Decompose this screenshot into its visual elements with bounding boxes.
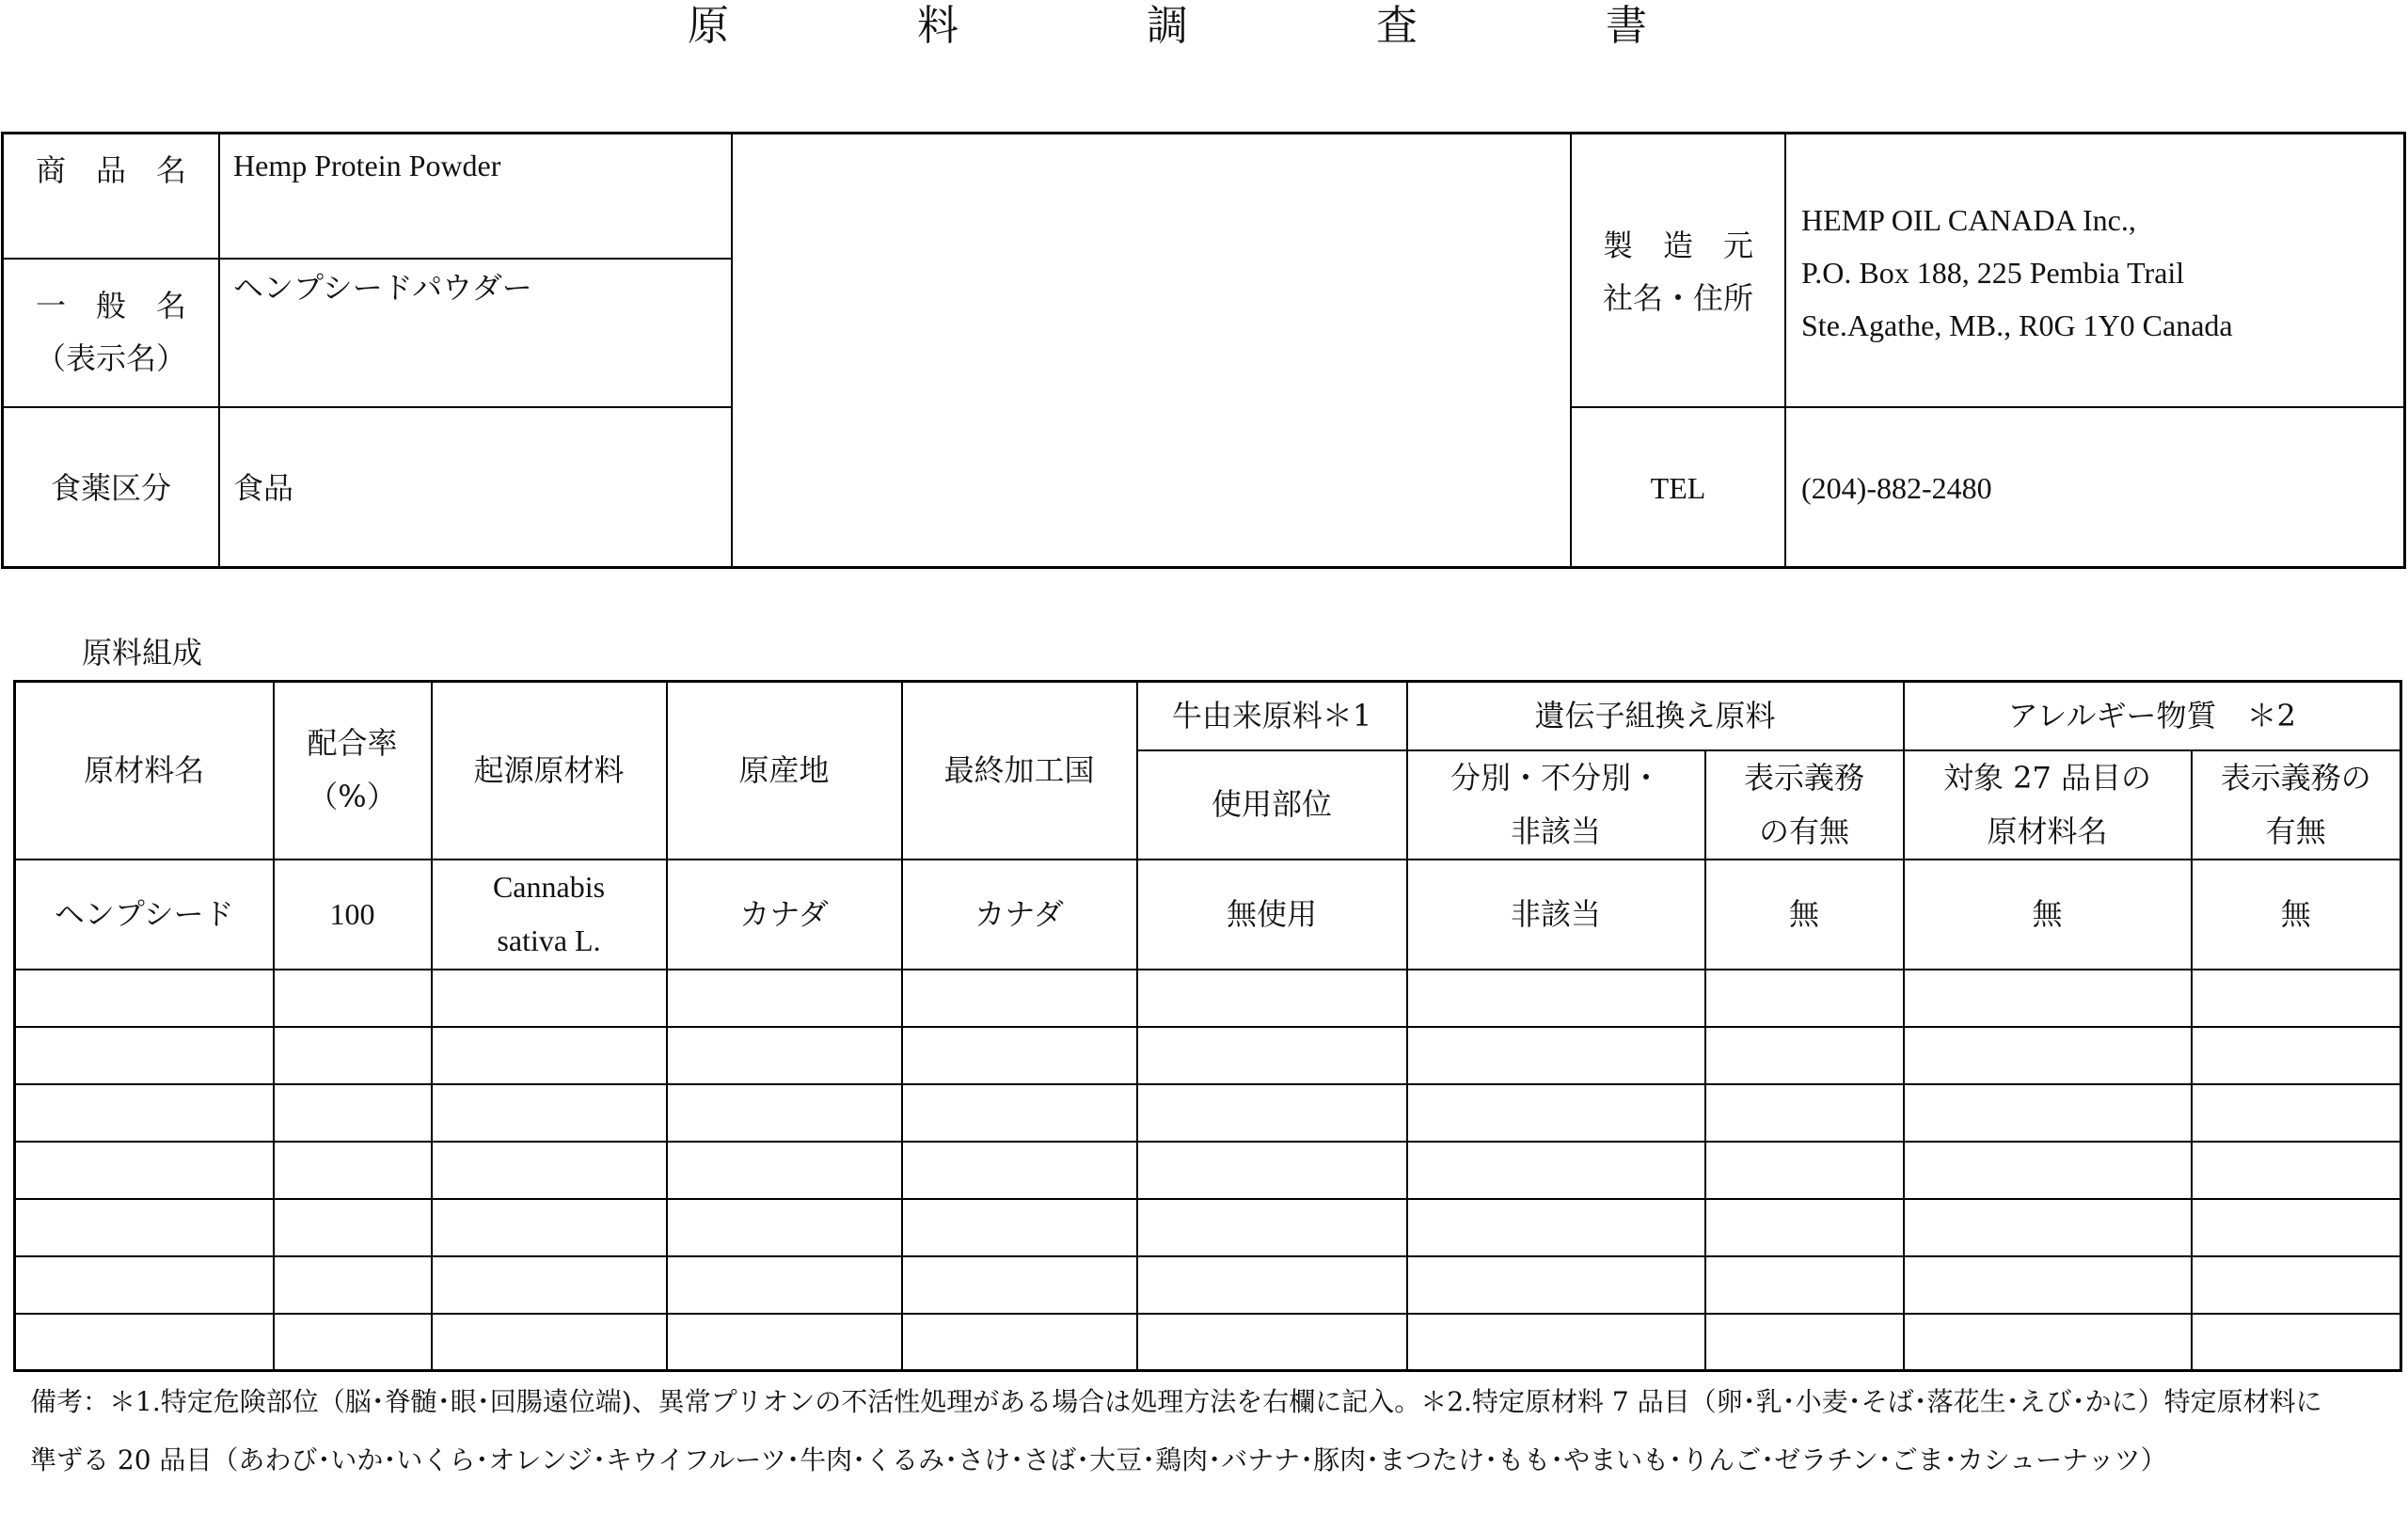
remarks-line-2: 準ずる 20 品目（あわび･いか･いくら･オレンジ･キウイフルーツ･牛肉･くるみ･さけ･さば･大豆･鶏肉･バナナ･豚肉･まつたけ･もも･やまいも･りんご･ゼラチン･ごま･カシューナッツ）	[30, 1444, 2167, 1475]
company-address-label: 社名・住所	[1602, 280, 1753, 316]
tel-value: (204)-882-2480	[1801, 471, 1992, 505]
general-name-label: 一 般 名	[35, 288, 186, 323]
header-gmo-class	[1407, 750, 1705, 860]
header-bovine-group: 牛由来原料＊1	[1137, 682, 1407, 750]
row-origin-material	[432, 860, 667, 970]
tel-label: TEL	[1650, 471, 1706, 505]
remarks-line-1: 備考：＊1.特定危険部位（脳･脊髄･眼･回腸遠位端)、異常プリオンの不活性処理がある場合は処理方法を右欄に記入。＊2.特定原材料 7 品目（卵･乳･小麦･そば･落花生･えび･かに）特定原材料に	[30, 1386, 2322, 1417]
row-origin-material-line-1: Cannabis	[492, 870, 606, 904]
divider	[731, 134, 733, 566]
address-line-1: HEMP OIL CANADA Inc.,	[1801, 203, 2136, 237]
document-title: 原 料 調 査 書	[688, 2, 1720, 50]
table-row	[15, 860, 2401, 970]
header-final-country: 最終加工国	[902, 682, 1137, 860]
composition-table	[13, 680, 2402, 1372]
table-row	[15, 1084, 2401, 1142]
row-material-name: ヘンプシード	[15, 860, 274, 970]
product-info-box	[1, 132, 2406, 569]
product-name-label: 商 品 名	[35, 152, 186, 188]
header-allergen-name	[1904, 750, 2192, 860]
row-origin-place: カナダ	[667, 860, 902, 970]
header-origin-place: 原産地	[667, 682, 902, 860]
divider	[1570, 406, 2406, 408]
header-material-name: 原材料名	[15, 682, 274, 860]
header-allergen-label	[2192, 750, 2401, 860]
row-bovine-part: 無使用	[1137, 860, 1407, 970]
header-bovine-part: 使用部位	[1137, 750, 1407, 860]
address-line-3: Ste.Agathe, MB., R0G 1Y0 Canada	[1801, 308, 2233, 342]
divider	[4, 406, 731, 408]
table-row	[15, 1199, 2401, 1256]
header-allergen-label-line-2: 有無	[2265, 812, 2326, 849]
header-allergen-name-line-2: 原材料名	[1987, 812, 2108, 849]
product-name-value: Hemp Protein Powder	[233, 149, 501, 182]
header-gmo-label-line-2: の有無	[1759, 812, 1850, 849]
category-value: 食品	[233, 470, 294, 506]
row-ratio: 100	[274, 860, 432, 970]
row-gmo-label: 無	[1705, 860, 1904, 970]
divider	[4, 258, 731, 260]
header-allergen-name-line-1: 対象 27 品目の	[1942, 759, 2152, 796]
header-gmo-group: 遺伝子組換え原料	[1407, 682, 1904, 750]
general-name-value: ヘンプシードパウダー	[233, 270, 532, 306]
header-ratio-line-2: （%）	[308, 779, 397, 815]
row-allergen-label: 無	[2192, 860, 2401, 970]
table-row	[15, 970, 2401, 1027]
table-row	[15, 1256, 2401, 1314]
header-gmo-label-line-1: 表示義務	[1744, 759, 1865, 796]
header-allergen-label-line-1: 表示義務の	[2220, 759, 2371, 796]
header-ratio-line-1: 配合率	[307, 725, 398, 762]
header-allergen-group: アレルギー物質 ＊2	[1904, 682, 2401, 750]
row-origin-material-line-2: sativa L.	[497, 923, 601, 957]
table-row	[15, 1314, 2401, 1371]
table-row	[15, 1027, 2401, 1084]
category-label: 食薬区分	[50, 470, 171, 506]
address-line-2: P.O. Box 188, 225 Pembia Trail	[1801, 256, 2185, 290]
header-gmo-class-line-2: 非該当	[1510, 812, 1601, 849]
remarks	[30, 1373, 2391, 1490]
manufacturer-label: 製 造 元	[1602, 228, 1753, 263]
table-row	[15, 1142, 2401, 1199]
header-gmo-label	[1705, 750, 1904, 860]
divider	[1784, 134, 1786, 566]
header-gmo-class-line-1: 分別・不分別・	[1450, 759, 1661, 796]
header-ratio	[274, 682, 432, 860]
composition-section-title: 原料組成	[82, 635, 203, 670]
row-final-country: カナダ	[902, 860, 1137, 970]
row-allergen-name: 無	[1904, 860, 2192, 970]
divider	[218, 134, 220, 566]
header-origin-material: 起源原材料	[432, 682, 667, 860]
display-name-label: （表示名）	[35, 340, 186, 376]
row-gmo-class: 非該当	[1407, 860, 1705, 970]
